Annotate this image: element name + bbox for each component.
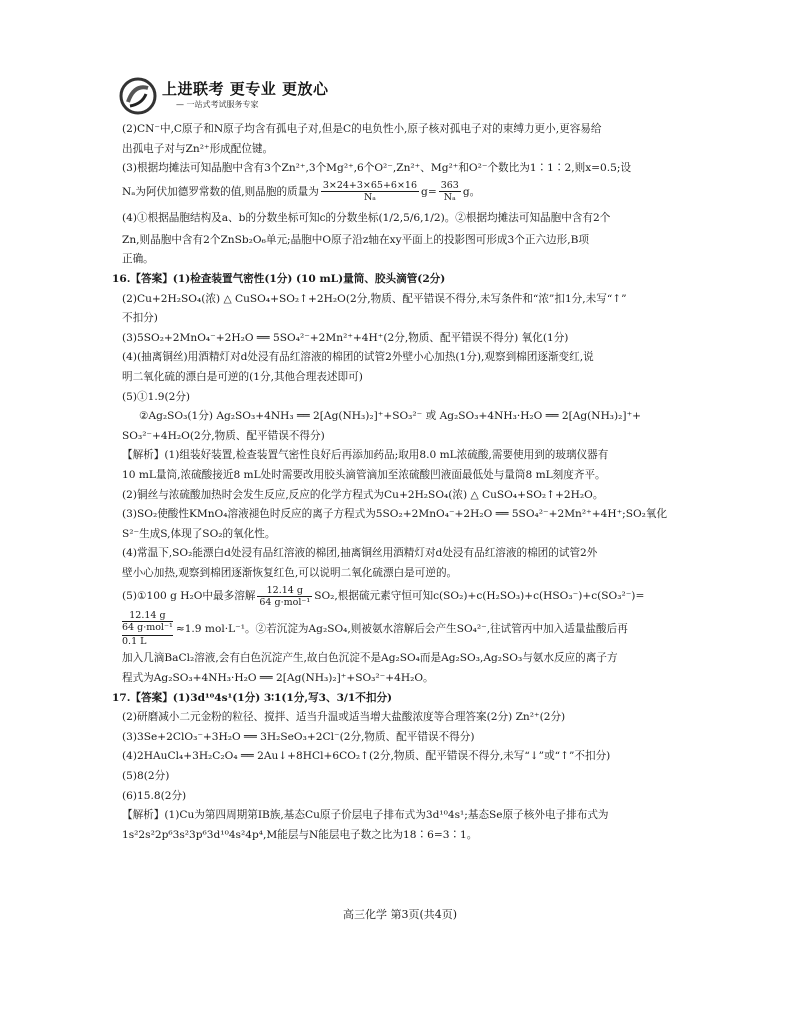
fraction-denominator: 64 g·mol⁻¹ [259,596,311,608]
text-line: (2)CN⁻中,C原子和N原子均含有孤电子对,但是C的电负性小,原子核对孤电子对的束缚力更小,更容易给 [122,123,602,135]
text-line: 1s²2s²2p⁶3s²3p⁶3d¹⁰4s²4p⁴,M能层与N能层电子数之比为18∶6=3∶1。 [122,828,478,841]
fraction-numerator: 12.14 g [257,585,312,597]
question-16-answer: 16.【答案】(1)检查装置气密性(1分) (10 mL)量筒、胶头滴管(2分) [112,272,446,285]
fraction-numerator: 12.14 g [122,610,173,622]
text-line: 壁小心加热,观察到棉团逐渐恢复红色,可以说明二氧化硫漂白是可逆的。 [122,566,458,579]
text-span: (5)①100 g H₂O中最多溶解 [122,590,256,603]
text-span: )。②根据均摊法可知晶胞中含有2个 [440,211,611,224]
fraction-denominator: Nₐ [443,192,456,204]
text-line: (2)研磨减小二元金粉的粒径、搅拌、适当升温或适当增大盐酸浓度等合理答案(2分) Zn²⁺(2分) [122,711,566,724]
fraction-denominator: 0.1 L [122,636,147,648]
text-line: ②Ag₂SO₃(1分) Ag₂SO₃+4NH₃ ══ 2[Ag(NH₃)₂]⁺+SO₃²⁻ 或 Ag₂SO₃+4NH₃·H₂O ══ 2[Ag(NH₃)₂]⁺+ [139,410,642,423]
fraction-value: 1/2 [382,211,400,224]
text-span: 17.【答案】(1)3d¹⁰4s¹(1分) 3∶1(1分,写3、 [112,691,337,704]
text-line: 不扣分) [122,312,158,325]
text-span: Nₐ为阿伏加德罗常数的值,则晶胞的质量为 [122,185,319,198]
question-17-answer [112,689,680,709]
fraction [321,180,419,203]
text-line: (4)(抽离铜丝)用酒精灯对d处浸有品红溶液的棉团的试管2外壁小心加热(1分),观察到棉团逐渐变红,说 [122,351,594,364]
compound-fraction [122,610,173,648]
logo-icon [118,76,158,116]
text-line: (4)2HAuCl₄+3H₂C₂O₄ ══ 2Au↓+8HCl+6CO₂↑(2分,物质、配平错误不得分,未写“↓”或“↑”不扣分) [122,750,611,763]
text-line: S²⁻生成S,体现了SO₂的氧化性。 [122,527,276,540]
text-span: (4)①根据晶胞结构及a、b的分数坐标可知c的分数坐标( [122,211,383,224]
fraction-denominator: 64 g·mol⁻¹ [122,622,173,634]
fraction-value: 5/6 [403,211,421,224]
text-line: (4)①根据晶胞结构及a、b的分数坐标可知c的分数坐标(1/2,5/6,1/2)。②根据均摊法可知晶胞中含有2个 [122,211,611,224]
text-line: (5)①1.9(2分) [122,390,191,403]
text-line: (4)常温下,SO₂能漂白d处浸有品红溶液的棉团,抽离铜丝用酒精灯对d处浸有品红溶液的棉团的试管2外 [122,547,598,560]
text-line: SO₃²⁻+4H₂O(2分,物质、配平错误不得分) [122,429,325,442]
text-line: 正确。 [122,253,154,266]
fraction-numerator: 3×24+3×65+6×16 [322,180,418,192]
fraction [439,180,461,203]
text-span: 不扣分) [355,691,393,704]
text-span: SO₂,根据硫元素守恒可知c(SO₂)+c(H₂SO₃)+c(HSO₃⁻)+c(SO₃²⁻)= [314,590,645,603]
text-span: g。 [462,185,481,198]
fraction-value: 3/1 [336,691,356,704]
text-line: 10 mL量筒,浓硫酸接近8 mL处时需要改用胶头滴管滴加至浓硫酸凹液面最低处与量筒8 mL刻度齐平。 [122,468,606,481]
analysis-16: 【解析】(1)组装好装置,检查装置气密性良好后再添加药品;取用8.0 mL浓硫酸,需要使用到的玻璃仪器有 [122,449,609,462]
text-line: Zn,则晶胞中含有2个ZnSb₂O₆单元;晶胞中O原子沿z轴在xy平面上的投影图可形成3个正六边形,B项 [122,233,589,246]
text-line: (6)15.8(2分) [122,789,187,802]
text-span: g= [421,185,437,198]
text-line: 加入几滴BaCl₂溶液,会有白色沉淀产生,故白色沉淀不是Ag₂SO₄而是Ag₂SO₃,Ag₂SO₃与氨水反应的离子方 [122,652,618,665]
text-line: (3)3Se+2ClO₃⁻+3H₂O ══ 3H₂SeO₃+2Cl⁻(2分,物质、配平错误不得分) [122,730,475,743]
text-line: 程式为Ag₂SO₃+4NH₃·H₂O ══ 2[Ag(NH₃)₂]⁺+SO₃²⁻+4H₂O。 [122,672,434,685]
text-line: (3)根据均摊法可知晶胞中含有3个Zn²⁺,3个Mg²⁺,6个O²⁻,Zn²⁺、Mg²⁺和O²⁻个数比为1∶1∶2,则x=0.5;设 [122,162,632,175]
answer-content [112,120,680,845]
text-line: (5)8(2分) [122,770,170,783]
fraction-denominator: Nₐ [363,192,376,204]
page-footer: 高三化学 第3页(共4页) [342,908,458,921]
header [118,76,329,116]
fraction-numerator: 363 [440,180,459,192]
text-line: (3)5SO₂+2MnO₄⁻+2H₂O ══ 5SO₄²⁻+2Mn²⁺+4H⁺(2分,物质、配平错误不得分) 氧化(1分) [122,331,569,344]
analysis-17: 【解析】(1)Cu为第四周期第ⅠB族,基态Cu原子价层电子排布式为3d¹⁰4s¹;基态Se原子核外电子排布式为 [122,809,609,822]
text-line: 出孤电子对与Zn²⁺形成配位键。 [122,142,274,155]
text-line: (2)Cu+2H₂SO₄(浓) △ CuSO₄+SO₂↑+2H₂O(2分,物质、配平错误不得分,未写条件和“浓”扣1分,未写“↑” [122,292,627,305]
text-line [122,609,680,649]
text-line [122,583,680,609]
fraction [257,585,312,608]
text-span: ≈1.9 mol·L⁻¹。②若沉淀为Ag₂SO₄,则被氨水溶解后会产生SO₄²⁻,往试管丙中加入适量盐酸后再 [175,623,628,636]
text-line: 明二氧化硫的漂白是可逆的(1分,其他合理表述即可) [122,370,363,383]
brand-name: 上进联考 更专业 更放心 [162,80,329,98]
text-line: (2)铜丝与浓硫酸加热时会发生反应,反应的化学方程式为Cu+2H₂SO₄(浓) △ CuSO₄+SO₂↑+2H₂O。 [122,488,604,501]
text-line: (3)SO₂使酸性KMnO₄溶液褪色时反应的离子方程式为5SO₂+2MnO₄⁻+2H₂O ══ 5SO₄²⁻+2Mn²⁺+4H⁺;SO₂氧化 [122,508,668,521]
brand-tagline: — 一站式考试服务专家 [176,100,259,109]
fraction-value: 1/2 [423,211,441,224]
text-line [122,179,680,205]
